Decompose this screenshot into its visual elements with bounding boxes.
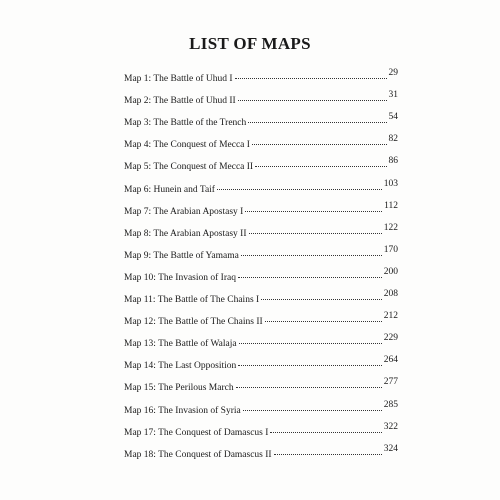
dot-leader bbox=[217, 189, 382, 190]
map-entry-10 bbox=[124, 266, 398, 288]
dot-leader bbox=[249, 233, 382, 234]
map-entry-label: Map 1: The Battle of Uhud I bbox=[124, 74, 233, 85]
map-entry-page-number: 200 bbox=[383, 266, 398, 277]
map-entry-page-number: 31 bbox=[388, 90, 398, 101]
dot-leader bbox=[236, 387, 382, 388]
dot-leader bbox=[238, 277, 382, 278]
map-entry-page-number: 229 bbox=[383, 333, 398, 344]
dot-leader bbox=[238, 365, 382, 366]
map-entry-18 bbox=[124, 443, 398, 465]
list-of-maps bbox=[124, 67, 398, 465]
dot-leader bbox=[245, 211, 382, 212]
map-entry-page-number: 277 bbox=[383, 377, 398, 388]
dot-leader bbox=[235, 78, 387, 79]
map-entry-page-number: 264 bbox=[383, 355, 398, 366]
map-entry-1 bbox=[124, 67, 398, 89]
map-entry-label: Map 12: The Battle of The Chains II bbox=[124, 317, 263, 328]
map-entry-label: Map 17: The Conquest of Damascus I bbox=[124, 427, 269, 438]
map-entry-9 bbox=[124, 244, 398, 266]
map-entry-12 bbox=[124, 310, 398, 332]
page-title: LIST OF MAPS bbox=[189, 34, 311, 53]
map-entry-label: Map 6: Hunein and Taif bbox=[124, 184, 215, 195]
map-entry-5 bbox=[124, 155, 398, 177]
map-entry-label: Map 14: The Last Opposition bbox=[124, 361, 237, 372]
map-entry-label: Map 10: The Invasion of Iraq bbox=[124, 272, 236, 283]
map-entry-label: Map 4: The Conquest of Mecca I bbox=[124, 140, 250, 151]
map-entry-label: Map 7: The Arabian Apostasy I bbox=[124, 206, 244, 217]
map-entry-page-number: 112 bbox=[384, 200, 398, 211]
map-entry-4 bbox=[124, 133, 398, 155]
map-entry-page-number: 208 bbox=[383, 289, 398, 300]
map-entry-page-number: 170 bbox=[383, 244, 398, 255]
map-entry-page-number: 324 bbox=[383, 443, 398, 454]
map-entry-page-number: 122 bbox=[383, 222, 398, 233]
map-entry-label: Map 8: The Arabian Apostasy II bbox=[124, 228, 247, 239]
map-entry-label: Map 2: The Battle of Uhud II bbox=[124, 96, 236, 107]
map-entry-label: Map 3: The Battle of the Trench bbox=[124, 118, 247, 129]
map-entry-label: Map 15: The Perilous March bbox=[124, 383, 234, 394]
map-entry-8 bbox=[124, 222, 398, 244]
map-entry-3 bbox=[124, 111, 398, 133]
map-entry-label: Map 5: The Conquest of Mecca II bbox=[124, 162, 254, 173]
map-entry-page-number: 285 bbox=[383, 399, 398, 410]
map-entry-2 bbox=[124, 89, 398, 111]
map-entry-label: Map 9: The Battle of Yamama bbox=[124, 250, 239, 261]
map-entry-16 bbox=[124, 398, 398, 420]
map-entry-page-number: 54 bbox=[388, 112, 398, 123]
dot-leader bbox=[241, 255, 382, 256]
dot-leader bbox=[274, 454, 382, 455]
dot-leader bbox=[243, 410, 382, 411]
dot-leader bbox=[238, 100, 387, 101]
map-entry-14 bbox=[124, 354, 398, 376]
map-entry-13 bbox=[124, 332, 398, 354]
map-entry-7 bbox=[124, 200, 398, 222]
dot-leader bbox=[239, 343, 382, 344]
map-entry-label: Map 16: The Invasion of Syria bbox=[124, 405, 241, 416]
map-entry-15 bbox=[124, 376, 398, 398]
map-entry-label: Map 18: The Conquest of Damascus II bbox=[124, 449, 272, 460]
map-entry-label: Map 13: The Battle of Walaja bbox=[124, 339, 237, 350]
map-entry-6 bbox=[124, 177, 398, 199]
map-entry-page-number: 82 bbox=[388, 134, 398, 145]
dot-leader bbox=[265, 321, 382, 322]
dot-leader bbox=[270, 432, 381, 433]
dot-leader bbox=[252, 144, 387, 145]
map-entry-label: Map 11: The Battle of The Chains I bbox=[124, 295, 260, 306]
dot-leader bbox=[255, 166, 386, 167]
dot-leader bbox=[261, 299, 382, 300]
map-entry-page-number: 212 bbox=[383, 311, 398, 322]
map-entry-page-number: 322 bbox=[383, 421, 398, 432]
map-entry-page-number: 29 bbox=[388, 68, 398, 79]
map-entry-17 bbox=[124, 421, 398, 443]
dot-leader bbox=[248, 122, 386, 123]
map-entry-page-number: 86 bbox=[388, 156, 398, 167]
map-entry-page-number: 103 bbox=[383, 178, 398, 189]
map-entry-11 bbox=[124, 288, 398, 310]
